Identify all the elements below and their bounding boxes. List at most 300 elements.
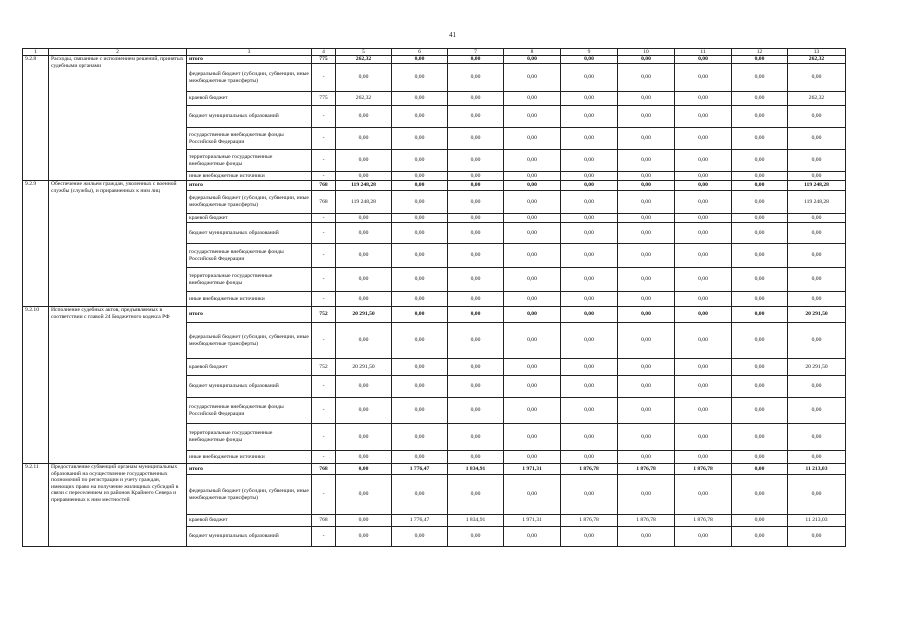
- amount-cell: 0,00: [392, 128, 448, 150]
- amount-cell: 0,00: [448, 475, 504, 515]
- column-number: 5: [336, 49, 392, 56]
- grbs-code: -: [312, 223, 336, 244]
- amount-cell: 0,00: [675, 64, 732, 92]
- amount-cell: 0,00: [392, 398, 448, 424]
- amount-cell: 0,00: [336, 292, 392, 307]
- funding-source: бюджет муниципальных образований: [187, 376, 312, 398]
- amount-cell: 0,00: [618, 292, 675, 307]
- amount-cell: 0,00: [788, 64, 846, 92]
- amount-cell: 0,00: [561, 150, 618, 172]
- amount-cell: 119 248,28: [788, 181, 846, 191]
- amount-cell: 0,00: [448, 424, 504, 451]
- amount-cell: 0,00: [448, 214, 504, 223]
- amount-cell: 0,00: [336, 223, 392, 244]
- funding-source: государственные внебюджетные фонды Российской Федерации: [187, 128, 312, 150]
- funding-source: федеральный бюджет (субсидии, субвенции, иные межбюджетные трансферты): [187, 323, 312, 359]
- amount-cell: 0,00: [618, 92, 675, 106]
- amount-cell: 0,00: [448, 106, 504, 128]
- amount-cell: 0,00: [504, 527, 561, 547]
- amount-cell: 0,00: [504, 307, 561, 323]
- grbs-code: -: [312, 527, 336, 547]
- amount-cell: 0,00: [448, 292, 504, 307]
- funding-source: итого: [187, 181, 312, 191]
- amount-cell: 0,00: [675, 214, 732, 223]
- amount-cell: 0,00: [504, 56, 561, 64]
- grbs-code: -: [312, 376, 336, 398]
- amount-cell: 0,00: [618, 106, 675, 128]
- amount-cell: 0,00: [618, 527, 675, 547]
- table-row-total: [23, 464, 846, 475]
- amount-cell: 262,32: [336, 56, 392, 64]
- amount-cell: 0,00: [675, 424, 732, 451]
- funding-source: бюджет муниципальных образований: [187, 106, 312, 128]
- amount-cell: 0,00: [732, 515, 788, 527]
- amount-cell: 0,00: [561, 292, 618, 307]
- amount-cell: 0,00: [675, 92, 732, 106]
- amount-cell: 0,00: [618, 181, 675, 191]
- page-number: 41: [449, 31, 456, 39]
- amount-cell: 0,00: [675, 307, 732, 323]
- amount-cell: 0,00: [732, 64, 788, 92]
- amount-cell: 0,00: [732, 268, 788, 292]
- item-name: Предоставление субвенций органам муниципальных образований на осуществление государственных полномочий по регистрации и учету граждан, имеющих право на получение жилищных субсидий в связи с переселением из районов Крайнего Севера и приравненных к ним местностей: [49, 464, 187, 547]
- amount-cell: 0,00: [392, 92, 448, 106]
- amount-cell: 0,00: [618, 424, 675, 451]
- amount-cell: 0,00: [675, 181, 732, 191]
- funding-source: федеральный бюджет (субсидии, субвенции, иные межбюджетные трансферты): [187, 64, 312, 92]
- amount-cell: 0,00: [448, 223, 504, 244]
- amount-cell: 0,00: [788, 451, 846, 464]
- amount-cell: 0,00: [561, 64, 618, 92]
- amount-cell: 0,00: [392, 376, 448, 398]
- amount-cell: 0,00: [448, 268, 504, 292]
- table-row-total: [23, 181, 846, 191]
- item-code: 9.2.8: [23, 56, 49, 181]
- amount-cell: 0,00: [675, 323, 732, 359]
- column-number: 1: [23, 49, 49, 56]
- amount-cell: 0,00: [504, 92, 561, 106]
- amount-cell: 0,00: [336, 424, 392, 451]
- grbs-code: -: [312, 64, 336, 92]
- amount-cell: 0,00: [448, 323, 504, 359]
- grbs-code: -: [312, 128, 336, 150]
- amount-cell: 0,00: [448, 359, 504, 376]
- amount-cell: 0,00: [732, 56, 788, 64]
- budget-table: [22, 48, 846, 547]
- amount-cell: 0,00: [675, 56, 732, 64]
- amount-cell: 0,00: [618, 323, 675, 359]
- amount-cell: 0,00: [675, 172, 732, 181]
- amount-cell: 0,00: [336, 398, 392, 424]
- column-number: 3: [187, 49, 312, 56]
- amount-cell: 0,00: [675, 527, 732, 547]
- amount-cell: 0,00: [618, 56, 675, 64]
- funding-source: иные внебюджетные источники: [187, 172, 312, 181]
- amount-cell: 0,00: [448, 191, 504, 214]
- amount-cell: 0,00: [788, 214, 846, 223]
- amount-cell: 0,00: [732, 214, 788, 223]
- grbs-code: -: [312, 292, 336, 307]
- column-number: 4: [312, 49, 336, 56]
- amount-cell: 0,00: [561, 323, 618, 359]
- amount-cell: 0,00: [336, 376, 392, 398]
- amount-cell: 0,00: [732, 464, 788, 475]
- amount-cell: 0,00: [675, 223, 732, 244]
- column-number: 7: [448, 49, 504, 56]
- amount-cell: 0,00: [392, 56, 448, 64]
- amount-cell: 0,00: [392, 451, 448, 464]
- amount-cell: 0,00: [618, 359, 675, 376]
- grbs-code: 775: [312, 92, 336, 106]
- amount-cell: 0,00: [448, 451, 504, 464]
- amount-cell: 0,00: [336, 515, 392, 527]
- grbs-code: -: [312, 244, 336, 268]
- amount-cell: 0,00: [392, 223, 448, 244]
- amount-cell: 0,00: [675, 244, 732, 268]
- amount-cell: 0,00: [392, 292, 448, 307]
- amount-cell: 0,00: [448, 244, 504, 268]
- amount-cell: 0,00: [336, 323, 392, 359]
- grbs-code: 775: [312, 56, 336, 64]
- amount-cell: 0,00: [618, 223, 675, 244]
- amount-cell: 0,00: [732, 323, 788, 359]
- funding-source: краевой бюджет: [187, 214, 312, 223]
- table-row-total: [23, 56, 846, 64]
- amount-cell: 0,00: [788, 398, 846, 424]
- amount-cell: 0,00: [675, 475, 732, 515]
- amount-cell: 0,00: [675, 128, 732, 150]
- amount-cell: 0,00: [392, 214, 448, 223]
- funding-source: иные внебюджетные источники: [187, 451, 312, 464]
- amount-cell: 1 876,78: [618, 464, 675, 475]
- column-number: 2: [49, 49, 187, 56]
- amount-cell: 0,00: [504, 181, 561, 191]
- amount-cell: 0,00: [336, 106, 392, 128]
- funding-source: бюджет муниципальных образований: [187, 223, 312, 244]
- column-number: 10: [618, 49, 675, 56]
- amount-cell: 0,00: [732, 475, 788, 515]
- funding-source: бюджет муниципальных образований: [187, 527, 312, 547]
- amount-cell: 0,00: [448, 172, 504, 181]
- amount-cell: 0,00: [504, 323, 561, 359]
- amount-cell: 0,00: [732, 92, 788, 106]
- amount-cell: 0,00: [618, 451, 675, 464]
- amount-cell: 0,00: [732, 150, 788, 172]
- column-number: 13: [788, 49, 846, 56]
- funding-source: итого: [187, 56, 312, 64]
- grbs-code: 768: [312, 515, 336, 527]
- amount-cell: 1 876,78: [618, 515, 675, 527]
- amount-cell: 0,00: [618, 214, 675, 223]
- grbs-code: -: [312, 475, 336, 515]
- amount-cell: 0,00: [504, 398, 561, 424]
- amount-cell: 0,00: [561, 268, 618, 292]
- amount-cell: 0,00: [732, 307, 788, 323]
- amount-cell: 0,00: [448, 376, 504, 398]
- amount-cell: 0,00: [504, 172, 561, 181]
- amount-cell: 1 876,78: [561, 515, 618, 527]
- column-number: 9: [561, 49, 618, 56]
- amount-cell: 0,00: [788, 323, 846, 359]
- grbs-code: -: [312, 150, 336, 172]
- column-number: 11: [675, 49, 732, 56]
- funding-source: федеральный бюджет (субсидии, субвенции, иные межбюджетные трансферты): [187, 475, 312, 515]
- amount-cell: 262,32: [788, 56, 846, 64]
- amount-cell: 0,00: [788, 106, 846, 128]
- amount-cell: 0,00: [561, 475, 618, 515]
- funding-source: государственные внебюджетные фонды Российской Федерации: [187, 244, 312, 268]
- funding-source: иные внебюджетные источники: [187, 292, 312, 307]
- amount-cell: 0,00: [448, 128, 504, 150]
- amount-cell: 0,00: [504, 244, 561, 268]
- amount-cell: 0,00: [618, 128, 675, 150]
- amount-cell: 0,00: [618, 150, 675, 172]
- amount-cell: 0,00: [618, 268, 675, 292]
- amount-cell: 0,00: [618, 376, 675, 398]
- amount-cell: 0,00: [336, 150, 392, 172]
- amount-cell: 0,00: [392, 527, 448, 547]
- amount-cell: 0,00: [788, 268, 846, 292]
- amount-cell: 0,00: [561, 128, 618, 150]
- amount-cell: 0,00: [504, 191, 561, 214]
- grbs-code: -: [312, 451, 336, 464]
- amount-cell: 0,00: [336, 464, 392, 475]
- grbs-code: 768: [312, 464, 336, 475]
- amount-cell: 1 876,78: [675, 464, 732, 475]
- grbs-code: -: [312, 268, 336, 292]
- funding-source: краевой бюджет: [187, 359, 312, 376]
- amount-cell: 0,00: [336, 64, 392, 92]
- amount-cell: 0,00: [561, 223, 618, 244]
- amount-cell: 0,00: [788, 223, 846, 244]
- amount-cell: 0,00: [392, 150, 448, 172]
- amount-cell: 0,00: [504, 475, 561, 515]
- amount-cell: 0,00: [504, 214, 561, 223]
- amount-cell: 0,00: [392, 191, 448, 214]
- table-row-total: [23, 307, 846, 323]
- funding-source: государственные внебюджетные фонды Российской Федерации: [187, 398, 312, 424]
- amount-cell: 0,00: [504, 128, 561, 150]
- amount-cell: 0,00: [618, 398, 675, 424]
- amount-cell: 0,00: [675, 398, 732, 424]
- amount-cell: 0,00: [675, 191, 732, 214]
- grbs-code: -: [312, 424, 336, 451]
- amount-cell: 0,00: [561, 181, 618, 191]
- amount-cell: 0,00: [732, 398, 788, 424]
- amount-cell: 0,00: [561, 214, 618, 223]
- funding-source: краевой бюджет: [187, 515, 312, 527]
- amount-cell: 0,00: [504, 424, 561, 451]
- amount-cell: 0,00: [392, 323, 448, 359]
- amount-cell: 0,00: [392, 307, 448, 323]
- amount-cell: 0,00: [732, 191, 788, 214]
- amount-cell: 0,00: [561, 191, 618, 214]
- amount-cell: 0,00: [675, 268, 732, 292]
- amount-cell: 1 876,78: [561, 464, 618, 475]
- amount-cell: 0,00: [732, 223, 788, 244]
- amount-cell: 0,00: [788, 172, 846, 181]
- amount-cell: 0,00: [504, 223, 561, 244]
- amount-cell: 0,00: [392, 64, 448, 92]
- amount-cell: 0,00: [561, 451, 618, 464]
- grbs-code: -: [312, 323, 336, 359]
- funding-source: итого: [187, 307, 312, 323]
- amount-cell: 119 248,28: [336, 181, 392, 191]
- amount-cell: 0,00: [504, 64, 561, 92]
- amount-cell: 0,00: [561, 527, 618, 547]
- amount-cell: 11 213,03: [788, 515, 846, 527]
- funding-source: итого: [187, 464, 312, 475]
- amount-cell: 0,00: [732, 106, 788, 128]
- amount-cell: 0,00: [392, 475, 448, 515]
- grbs-code: -: [312, 398, 336, 424]
- amount-cell: 0,00: [392, 106, 448, 128]
- item-name: Расходы, связанные с исполнением решений, принятых судебными органами: [49, 56, 187, 181]
- item-code: 9.2.9: [23, 181, 49, 307]
- amount-cell: 0,00: [788, 424, 846, 451]
- amount-cell: 0,00: [732, 181, 788, 191]
- amount-cell: 0,00: [392, 181, 448, 191]
- amount-cell: 20 291,50: [336, 307, 392, 323]
- amount-cell: 0,00: [448, 181, 504, 191]
- amount-cell: 1 776,47: [392, 515, 448, 527]
- amount-cell: 1 971,31: [504, 464, 561, 475]
- amount-cell: 0,00: [392, 244, 448, 268]
- amount-cell: 0,00: [448, 398, 504, 424]
- amount-cell: 0,00: [336, 268, 392, 292]
- item-name: Обеспечение жильем граждан, уволенных с военной службы (службы), и приравненных к ним лиц: [49, 181, 187, 307]
- amount-cell: 0,00: [732, 128, 788, 150]
- amount-cell: 0,00: [448, 150, 504, 172]
- amount-cell: 0,00: [392, 359, 448, 376]
- amount-cell: 0,00: [561, 359, 618, 376]
- amount-cell: 0,00: [732, 292, 788, 307]
- amount-cell: 0,00: [561, 376, 618, 398]
- amount-cell: 0,00: [788, 244, 846, 268]
- amount-cell: 0,00: [675, 150, 732, 172]
- column-number-row: [23, 49, 846, 56]
- item-code: 9.2.11: [23, 464, 49, 547]
- amount-cell: 262,32: [336, 92, 392, 106]
- amount-cell: 0,00: [504, 359, 561, 376]
- item-name: Исполнение судебных актов, предъявляемых в соответствии с главой 24 Бюджетного кодекса РФ: [49, 307, 187, 464]
- amount-cell: 0,00: [561, 56, 618, 64]
- funding-source: федеральный бюджет (субсидии, субвенции, иные межбюджетные трансферты): [187, 191, 312, 214]
- amount-cell: 0,00: [618, 172, 675, 181]
- amount-cell: 0,00: [788, 292, 846, 307]
- grbs-code: -: [312, 172, 336, 181]
- amount-cell: 0,00: [732, 376, 788, 398]
- grbs-code: 768: [312, 191, 336, 214]
- column-number: 12: [732, 49, 788, 56]
- amount-cell: 0,00: [504, 268, 561, 292]
- amount-cell: 0,00: [336, 214, 392, 223]
- amount-cell: 0,00: [336, 244, 392, 268]
- amount-cell: 0,00: [675, 451, 732, 464]
- amount-cell: 0,00: [448, 527, 504, 547]
- amount-cell: 0,00: [448, 92, 504, 106]
- amount-cell: 0,00: [504, 106, 561, 128]
- amount-cell: 119 248,28: [336, 191, 392, 214]
- amount-cell: 0,00: [448, 64, 504, 92]
- column-number: 8: [504, 49, 561, 56]
- amount-cell: 0,00: [732, 244, 788, 268]
- funding-source: территориальные государственные внебюджетные фонды: [187, 150, 312, 172]
- amount-cell: 0,00: [336, 527, 392, 547]
- grbs-code: -: [312, 106, 336, 128]
- grbs-code: 752: [312, 307, 336, 323]
- amount-cell: 1 776,47: [392, 464, 448, 475]
- amount-cell: 1 834,91: [448, 464, 504, 475]
- amount-cell: 0,00: [448, 307, 504, 323]
- amount-cell: 0,00: [732, 527, 788, 547]
- amount-cell: 0,00: [561, 244, 618, 268]
- amount-cell: 0,00: [618, 307, 675, 323]
- funding-source: территориальные государственные внебюджетные фонды: [187, 268, 312, 292]
- amount-cell: 0,00: [336, 128, 392, 150]
- amount-cell: 0,00: [732, 359, 788, 376]
- item-code: 9.2.10: [23, 307, 49, 464]
- amount-cell: 0,00: [504, 451, 561, 464]
- amount-cell: 0,00: [336, 475, 392, 515]
- amount-cell: 0,00: [504, 292, 561, 307]
- amount-cell: 0,00: [561, 398, 618, 424]
- amount-cell: 262,32: [788, 92, 846, 106]
- amount-cell: 1 834,91: [448, 515, 504, 527]
- amount-cell: 20 291,50: [336, 359, 392, 376]
- amount-cell: 0,00: [788, 376, 846, 398]
- amount-cell: 0,00: [788, 150, 846, 172]
- amount-cell: 0,00: [561, 106, 618, 128]
- amount-cell: 0,00: [336, 172, 392, 181]
- amount-cell: 0,00: [561, 172, 618, 181]
- amount-cell: 0,00: [675, 106, 732, 128]
- amount-cell: 0,00: [561, 92, 618, 106]
- grbs-code: 752: [312, 359, 336, 376]
- amount-cell: 0,00: [732, 424, 788, 451]
- amount-cell: 0,00: [504, 150, 561, 172]
- amount-cell: 0,00: [618, 475, 675, 515]
- amount-cell: 0,00: [618, 244, 675, 268]
- amount-cell: 0,00: [788, 527, 846, 547]
- amount-cell: 0,00: [561, 424, 618, 451]
- amount-cell: 0,00: [392, 172, 448, 181]
- amount-cell: 1 876,78: [675, 515, 732, 527]
- amount-cell: 0,00: [732, 172, 788, 181]
- amount-cell: 20 291,50: [788, 359, 846, 376]
- amount-cell: 1 971,31: [504, 515, 561, 527]
- amount-cell: 0,00: [788, 128, 846, 150]
- amount-cell: 119 248,28: [788, 191, 846, 214]
- grbs-code: 768: [312, 181, 336, 191]
- funding-source: краевой бюджет: [187, 92, 312, 106]
- amount-cell: 0,00: [336, 451, 392, 464]
- amount-cell: 0,00: [675, 359, 732, 376]
- amount-cell: 0,00: [448, 56, 504, 64]
- amount-cell: 0,00: [788, 475, 846, 515]
- amount-cell: 0,00: [392, 268, 448, 292]
- amount-cell: 0,00: [732, 451, 788, 464]
- amount-cell: 0,00: [675, 292, 732, 307]
- amount-cell: 0,00: [675, 376, 732, 398]
- amount-cell: 11 213,03: [788, 464, 846, 475]
- amount-cell: 0,00: [618, 64, 675, 92]
- amount-cell: 0,00: [504, 376, 561, 398]
- amount-cell: 0,00: [618, 191, 675, 214]
- funding-source: территориальные государственные внебюджетные фонды: [187, 424, 312, 451]
- grbs-code: -: [312, 214, 336, 223]
- amount-cell: 0,00: [561, 307, 618, 323]
